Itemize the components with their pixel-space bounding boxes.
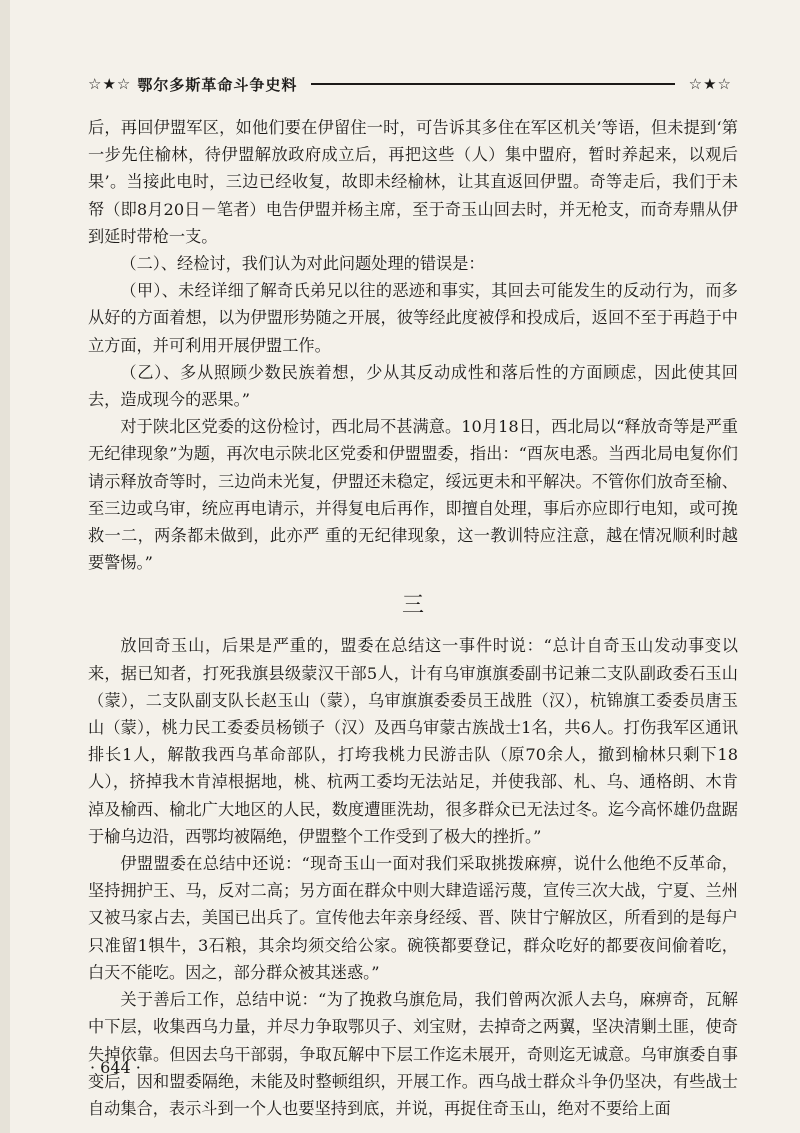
running-header <box>88 72 732 96</box>
paragraph: （甲）、未经详细了解奇氏弟兄以往的恶迹和事实，其回去可能发生的反动行为，而多从好的方面着想，以为伊盟形势随之开展，彼等经此度被俘和投成后，返回不至于再趋于中立方面，并可利用开展伊盟工作。 <box>88 281 738 355</box>
paragraph: （乙）、多从照顾少数民族着想，少从其反动成性和落后性的方面顾虑，因此使其回去，造成现今的恶果。” <box>88 362 738 410</box>
section-heading: 三 <box>401 593 424 619</box>
page-edge <box>0 0 10 1133</box>
header-stars-left: ☆★☆ <box>88 75 132 93</box>
paragraph: 伊盟盟委在总结中还说：“现奇玉山一面对我们采取挑拨麻痹，说什么他绝不反革命，坚持拥护王、马，反对二高；另方面在群众中则大肆造谣污蔑，宣传三次大战，宁夏、兰州又被马家占去，美国已出兵了。宣传他去年亲身经绥、晋、陕甘宁解放区，所看到的是每户只准留1犋牛，3石粮，其余均须交给公家。碗筷都要登记，群众吃好的都要夜间偷着吃，白天不能吃。因之，部分群众被其迷惑。” <box>88 854 738 982</box>
header-stars-right: ☆★☆ <box>688 75 732 93</box>
page-number: · 644 · <box>90 1058 141 1077</box>
paragraph: （二）、经检讨，我们认为对此问题处理的错误是： <box>120 254 485 274</box>
paragraph: 对于陕北区党委的这份检讨，西北局不甚满意。10月18日，西北局以“释放奇等是严重无纪律现象”为题，再次电示陕北区党委和伊盟盟委，指出：“酉灰电悉。当西北局电复你们请示释放奇等时，三边尚未光复，伊盟还未稳定，绥远更未和平解决。不管你们放奇至榆、至三边或乌审，统应再电请示，并得复电后再作，即擅自处理，事后亦应即行电知，或可挽救一二，两条都未做到，此亦严 重的无纪律现象，这一教训特应注意，越在情况顺利时越要警惕。” <box>88 417 738 573</box>
paragraph: 放回奇玉山，后果是严重的，盟委在总结这一事件时说：“总计自奇玉山发动事变以来，据已知者，打死我旗县级蒙汉干部5人，计有乌审旗旗委副书记兼二支队副政委石玉山（蒙），二支队副支队长赵玉山（蒙），乌审旗旗委委员王战胜（汉），杭锦旗工委委员唐玉山（蒙），桃力民工委委员杨锁子（汉）及西乌审蒙古族战士1名，共6人。打伤我军区通讯排长1人，解散我西乌革命部队，打垮我桃力民游击队（原70余人，撤到榆林只剩下18人），挤掉我木肯淖根据地，桃、杭两工委均无法站足，并使我部、札、乌、通格朗、木肯淖及榆西、榆北广大地区的人民，数度遭匪洗劫，很多群众已无法过冬。迄今高怀雄仍盘踞于榆乌边沿，西鄂均被隔绝，伊盟整个工作受到了极大的挫折。” <box>88 636 738 846</box>
paragraph-continued: 后，再回伊盟军区，如他们要在伊留住一时，可告诉其多住在军区机关’等语，但未提到‘第一步先住榆林，待伊盟解放政府成立后，再把这些（人）集中盟府，暂时养起来，以观后果’。当接此电时，三边已经收复，故即未经榆林，让其直返回伊盟。奇等走后，我们于未帑（即8月20日－笔者）电告伊盟并杨主席，至于奇玉山回去时，并无枪支，而奇寿鼎从伊到延时带枪一支。 <box>88 118 738 246</box>
header-title: 鄂尔多斯革命斗争史料 <box>137 75 298 94</box>
body-text <box>88 114 738 1122</box>
header-rule <box>311 83 674 85</box>
paragraph: 关于善后工作，总结中说：“为了挽救乌旗危局，我们曾两次派人去乌，麻痹奇，瓦解中下层，收集西乌力量，并尽力争取鄂贝子、刘宝财，去掉奇之两翼，坚决清剿土匪，使奇失掉依靠。但因去乌干部弱，争取瓦解中下层工作迄未展开，奇则迄无诚意。乌审旗委自事变后，因和盟委隔绝，未能及时整顿组织，开展工作。西乌战士群众斗争仍坚决，有些战士自动集合，表示斗到一个人也要坚持到底，并说，再捉住奇玉山，绝对不要给上面 <box>88 990 738 1118</box>
